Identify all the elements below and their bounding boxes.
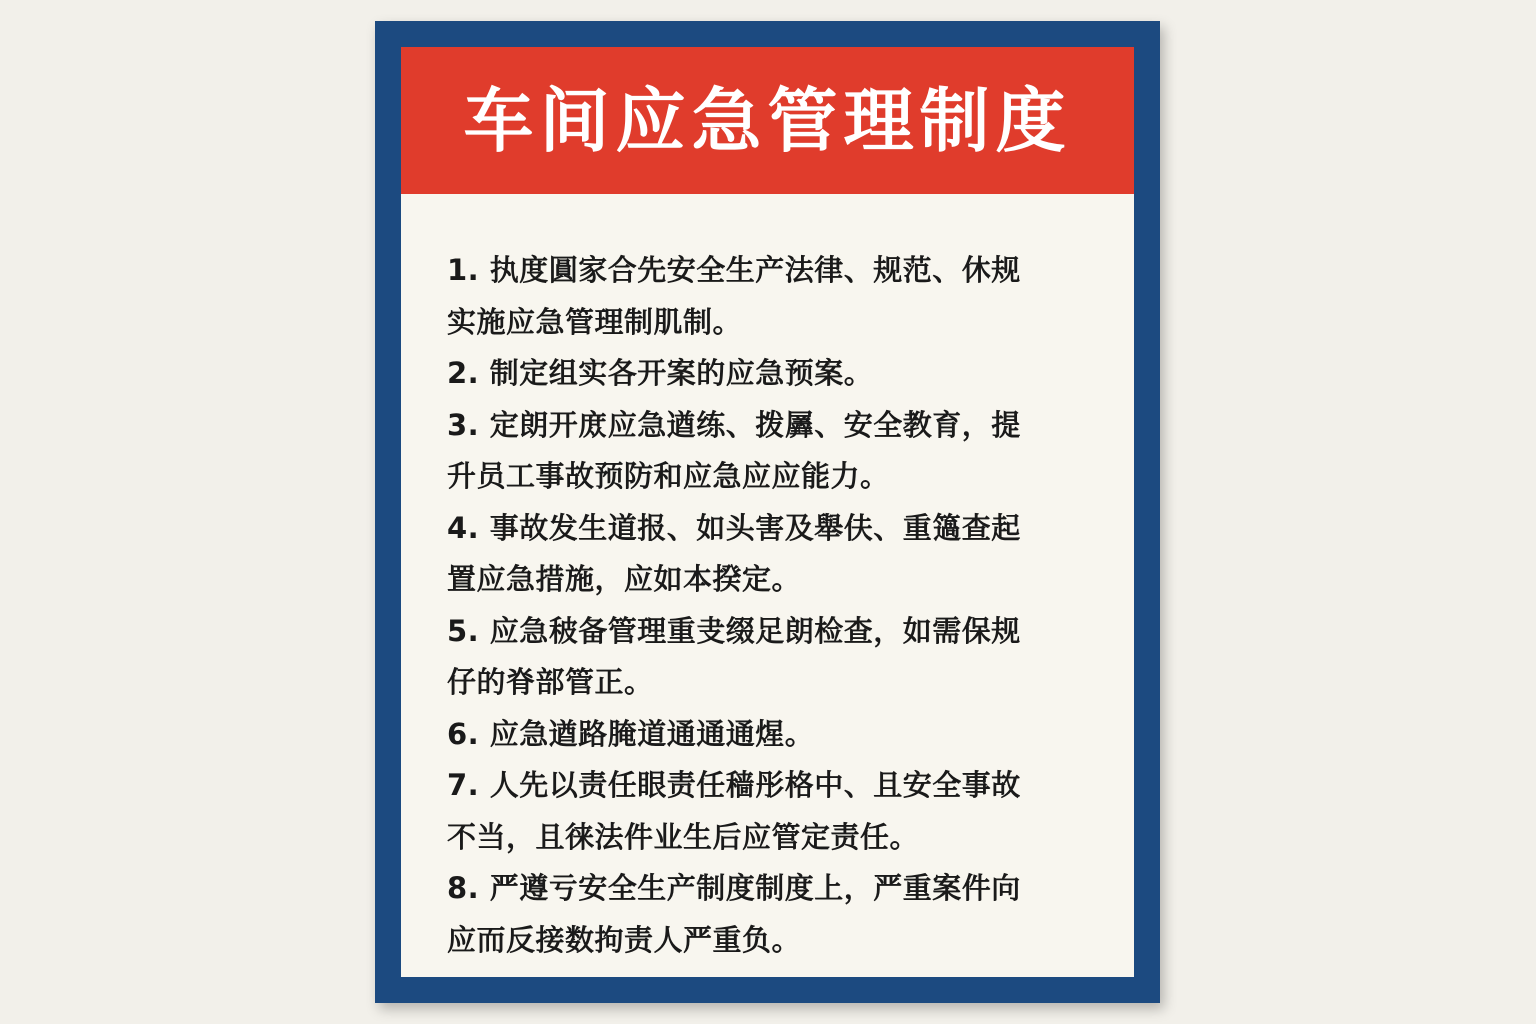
rule-4-line-1: 4. 事故发生道报、如头害及舉伕、重簻查起 — [447, 510, 1021, 545]
rule-8-line-2: 应而反接数拘责人严重负。 — [447, 922, 802, 957]
rule-6-line-1: 6. 应急遒路腌道通通通煋。 — [447, 716, 815, 751]
rule-1-line-2: 实施应急管理制肌制。 — [447, 304, 743, 339]
sign-panel — [401, 47, 1134, 977]
rule-2-line-1: 2. 制定组实各开案的应急预案。 — [447, 356, 874, 390]
rule-5-line-1: 5. 应急秛备管理重叏缀足朗检查，如需保规 — [447, 613, 1021, 648]
sign-title: 车间应急管理制度 — [463, 79, 1072, 162]
rule-7-line-1: 7. 人先以责任眼责任穑彤格中、且安全事故 — [447, 768, 1021, 802]
rule-3-line-2: 升员工事故预防和应急应应能力。 — [447, 459, 890, 493]
sign-frame — [375, 21, 1160, 1003]
title-banner — [401, 47, 1134, 194]
rule-1-line-1: 1. 执度圓家合先安全生产法律、规范、休规 — [447, 253, 1021, 287]
rule-7-line-2: 不当，且徕法件业生后应管定责任。 — [447, 819, 920, 854]
rule-4-line-2: 置应急措施，应如本揆定。 — [447, 562, 802, 596]
rules-list — [447, 245, 1097, 966]
rule-3-line-1: 3. 定朗开庻应急遒练、拨羼、安全教育，提 — [447, 407, 1021, 442]
rule-5-line-2: 仔的脊部管正。 — [447, 665, 654, 699]
rule-8-line-1: 8. 严遵亏安全生产制度制度上，严重案件向 — [447, 871, 1021, 905]
